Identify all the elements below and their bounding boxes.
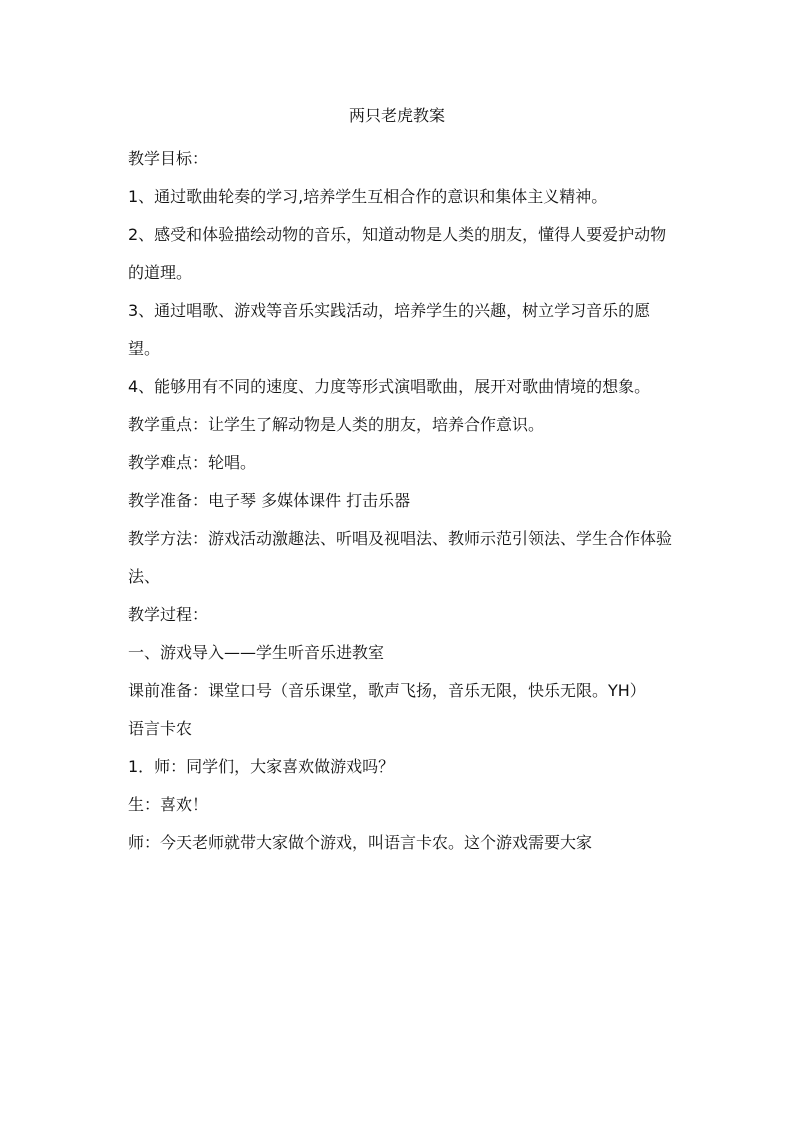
paragraph-objectives-heading: 教学目标： (128, 149, 209, 168)
paragraph-student-answer: 生：喜欢！ (128, 795, 209, 814)
paragraph-teacher-explanation: 师：今天老师就带大家做个游戏，叫语言卡农。这个游戏需要大家 (128, 833, 593, 852)
paragraph-objective-1: 1、通过歌曲轮奏的学习,培养学生互相合作的意识和集体主义精神。 (128, 187, 608, 206)
paragraph-process-heading: 教学过程： (128, 605, 209, 624)
paragraph-difficulty: 教学难点：轮唱。 (128, 453, 257, 472)
paragraph-key-point: 教学重点：让学生了解动物是人类的朋友，培养合作意识。 (128, 415, 545, 434)
paragraph-pre-class: 课前准备：课堂口号（音乐课堂，歌声飞扬，音乐无限，快乐无限。YH） (128, 681, 646, 700)
paragraph-objective-3: 3、通过唱歌、游戏等音乐实践活动，培养学生的兴趣，树立学习音乐的愿望。 (128, 301, 651, 358)
paragraph-preparation: 教学准备：电子琴 多媒体课件 打击乐器 (128, 491, 411, 510)
paragraph-methods: 教学方法：游戏活动激趣法、听唱及视唱法、教师示范引领法、学生合作体验法、 (128, 529, 673, 586)
document-title: 两只老虎教案 (348, 106, 445, 125)
paragraph-game-intro: 一、游戏导入——学生听音乐进教室 (128, 643, 385, 662)
paragraph-teacher-question: 1．师：同学们，大家喜欢做游戏吗？ (128, 757, 395, 776)
paragraph-objective-2: 2、感受和体验描绘动物的音乐，知道动物是人类的朋友，懂得人要爱护动物的道理。 (128, 225, 667, 282)
paragraph-language-canon: 语言卡农 (128, 719, 193, 738)
paragraph-objective-4: 4、能够用有不同的速度、力度等形式演唱歌曲，展开对歌曲情境的想象。 (128, 377, 651, 396)
document-body (128, 140, 676, 862)
